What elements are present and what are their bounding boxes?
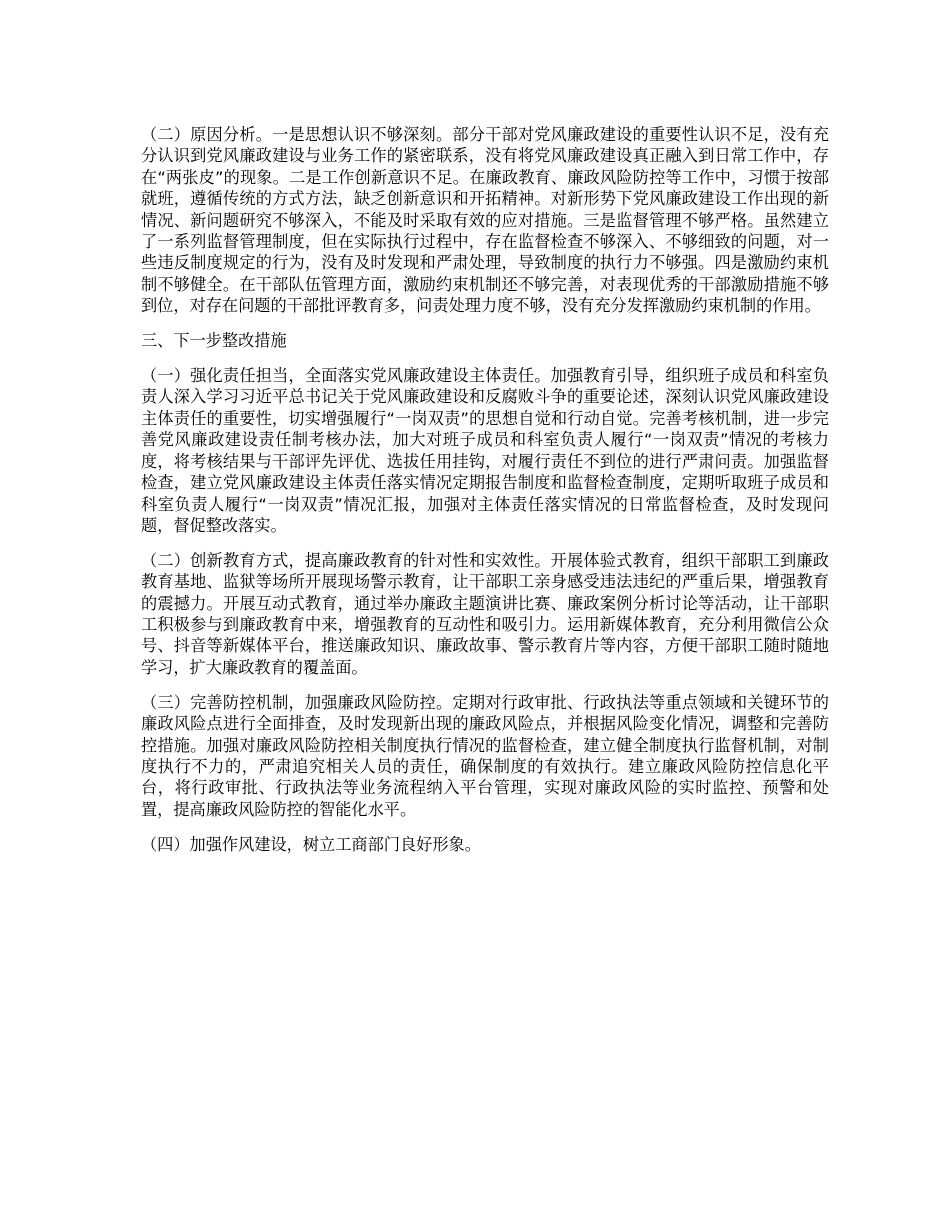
paragraph-measure-1: （一）强化责任担当，全面落实党风廉政建设主体责任。加强教育引导，组织班子成员和科室负责人深入学习习近平总书记关于党风廉政建设和反腐败斗争的重要论述，深刻认识党风廉政建设主体责任的重要性，切实增强履行“一岗双责”的思想自觉和行动自觉。完善考核机制，进一步完善党风廉政建设责任制考核办法，加大对班子成员和科室负责人履行“一岗双责”情况的考核力度，将考核结果与干部评先评优、选拔任用挂钩，对履行责任不到位的进行严肃问责。加强监督检查，建立党风廉政建设主体责任落实情况定期报告制度和监督检查制度，定期听取班子成员和科室负责人履行“一岗双责”情况汇报，加强对主体责任落实情况的日常监督检查，及时发现问题，督促整改落实。 <box>141 366 829 535</box>
paragraph-cause-analysis: （二）原因分析。一是思想认识不够深刻。部分干部对党风廉政建设的重要性认识不足，没有充分认识到党风廉政建设与业务工作的紧密联系，没有将党风廉政建设真正融入到日常工作中，存在“两张皮”的现象。二是工作创新意识不足。在廉政教育、廉政风险防控等工作中，习惯于按部就班，遵循传统的方式方法，缺乏创新意识和开拓精神。对新形势下党风廉政建设工作出现的新情况、新问题研究不够深入，不能及时采取有效的应对措施。三是监督管理不够严格。虽然建立了一系列监督管理制度，但在实际执行过程中，存在监督检查不够深入、不够细致的问题，对一些违反制度规定的行为，没有及时发现和严肃处理，导致制度的执行力不够强。四是激励约束机制不够健全。在干部队伍管理方面，激励约束机制还不够完善，对表现优秀的干部激励措施不够到位，对存在问题的干部批评教育多，问责处理力度不够，没有充分发挥激励约束机制的作用。 <box>141 125 829 316</box>
paragraph-measure-3: （三）完善防控机制，加强廉政风险防控。定期对行政审批、行政执法等重点领域和关键环节的廉政风险点进行全面排查，及时发现新出现的廉政风险点，并根据风险变化情况，调整和完善防控措施。加强对廉政风险防控相关制度执行情况的监督检查，建立健全制度执行监督机制，对制度执行不力的，严肃追究相关人员的责任，确保制度的有效执行。建立廉政风险防控信息化平台，将行政审批、行政执法等业务流程纳入平台管理，实现对廉政风险的实时监控、预警和处置，提高廉政风险防控的智能化水平。 <box>141 692 829 819</box>
document-page <box>141 124 829 869</box>
paragraph-measure-4: （四）加强作风建设，树立工商部门良好形象。 <box>141 834 481 854</box>
paragraph-measure-2: （二）创新教育方式，提高廉政教育的针对性和实效性。开展体验式教育，组织干部职工到廉政教育基地、监狱等场所开展现场警示教育，让干部职工亲身感受违法违纪的严重后果，增强教育的震撼力。开展互动式教育，通过举办廉政主题演讲比赛、廉政案例分析讨论等活动，让干部职工积极参与到廉政教育中来，增强教育的互动性和吸引力。运用新媒体教育，充分利用微信公众号、抖音等新媒体平台，推送廉政知识、廉政故事、警示教育片等内容，方便干部职工随时随地学习，扩大廉政教育的覆盖面。 <box>141 550 829 677</box>
section-heading-next-steps: 三、下一步整改措施 <box>141 331 287 351</box>
